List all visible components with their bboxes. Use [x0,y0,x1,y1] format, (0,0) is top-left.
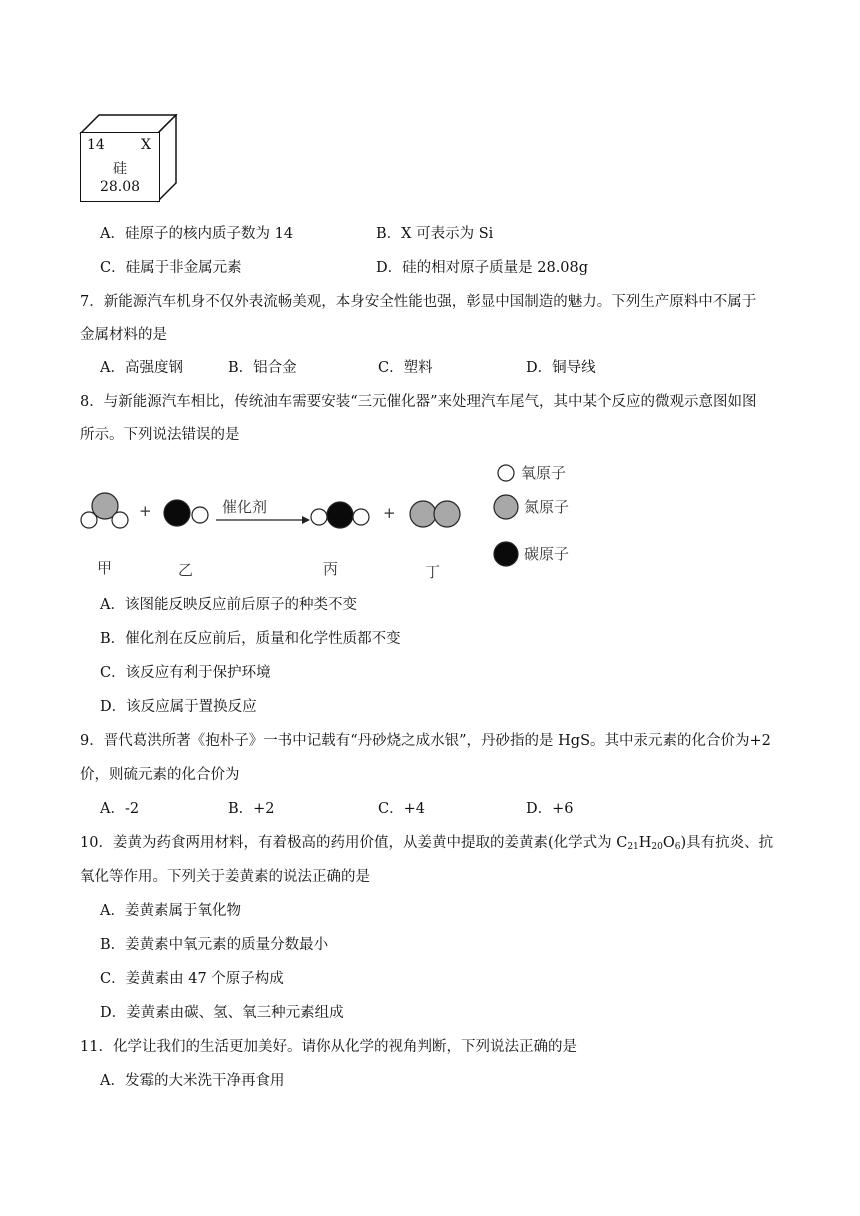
q11-option-a: A．发霉的大米洗干净再食用 [100,1073,285,1089]
element-name: 硅 [113,161,127,177]
q7-option-b: B．铝合金 [228,360,297,376]
legend-nitrogen: 氮原子 [524,498,570,516]
label-bing: 丙 [323,560,339,578]
element-card [78,114,178,204]
q7-option-d: D．铜导线 [526,360,596,376]
molecule-yi [164,500,208,526]
element-symbol: X [141,137,151,153]
q10-stem-line1: 10．姜黄为药食两用材料，有着极高的药用价值，从姜黄中提取的姜黄素(化学式为 $C_{21}H_{20}O_6$)具有抗炎、抗 [80,835,774,852]
q7-stem-line1: 7．新能源汽车机身不仅外表流畅美观，本身安全性能也强，彰显中国制造的魅力。下列生产原料中不属于 [80,294,757,310]
label-ding: 丁 [425,563,441,581]
q8-stem-line1: 8．与新能源汽车相比，传统油车需要安装“三元催化器”来处理汽车尾气，其中某个反应的微观示意图如图 [80,394,757,410]
q8-option-b: B．催化剂在反应前后，质量和化学性质都不变 [100,631,401,647]
q6-option-a: A．硅原子的核内质子数为 14 [100,226,294,242]
q9-option-a: A．-2 [100,801,140,817]
legend-carbon: 碳原子 [524,545,570,563]
element-card-face [80,132,160,202]
molecule-bing [311,502,369,528]
q10-stem-line2: 氧化等作用。下列关于姜黄素的说法正确的是 [80,869,370,885]
atomic-mass: 28.08 [99,179,141,195]
q6-option-d: D．硅的相对原子质量是 28.08g [376,260,589,276]
q8-option-d: D．该反应属于置换反应 [100,699,257,715]
legend-symbols [494,465,518,566]
molecule-ding [410,501,460,527]
q8-option-c: C．该反应有利于保护环境 [100,665,271,681]
plus-sign-2: + [383,504,396,522]
q6-option-b: B．X 可表示为 Si [376,226,494,242]
q9-option-c: C．+4 [378,801,425,817]
label-jia: 甲 [97,559,113,577]
catalyst-label: 催化剂 [222,498,268,516]
plus-sign-1: + [139,502,152,520]
q8-option-a: A．该图能反映反应前后原子的种类不变 [100,597,357,613]
q7-stem-line2: 金属材料的是 [80,327,167,343]
q9-stem-line1: 9．晋代葛洪所著《抱朴子》一书中记载有“丹砂烧之成水银”，丹砂指的是 HgS。其中汞元素的化合价为+2 [80,733,771,749]
q9-stem-line2: 价，则硫元素的化合价为 [80,767,240,783]
q7-option-a: A．高强度钢 [100,360,183,376]
molecule-jia [81,493,128,528]
atomic-number: 14 [87,137,105,153]
legend-oxygen: 氧原子 [521,464,567,482]
q9-option-b: B．+2 [228,801,275,817]
q7-option-c: C．塑料 [378,360,433,376]
q10-option-c: C．姜黄素由 47 个原子构成 [100,971,284,987]
q8-stem-line2: 所示。下列说法错误的是 [80,427,240,443]
q10-option-b: B．姜黄素中氧元素的质量分数最小 [100,937,329,953]
q10-option-a: A．姜黄素属于氧化物 [100,903,241,919]
q6-option-c: C．硅属于非金属元素 [100,260,242,276]
label-yi: 乙 [178,561,194,579]
reaction-diagram [78,462,598,592]
q10-option-d: D．姜黄素由碳、氢、氧三种元素组成 [100,1005,344,1021]
q9-option-d: D．+6 [526,801,574,817]
q11-stem-line1: 11．化学让我们的生活更加美好。请你从化学的视角判断，下列说法正确的是 [80,1039,577,1055]
